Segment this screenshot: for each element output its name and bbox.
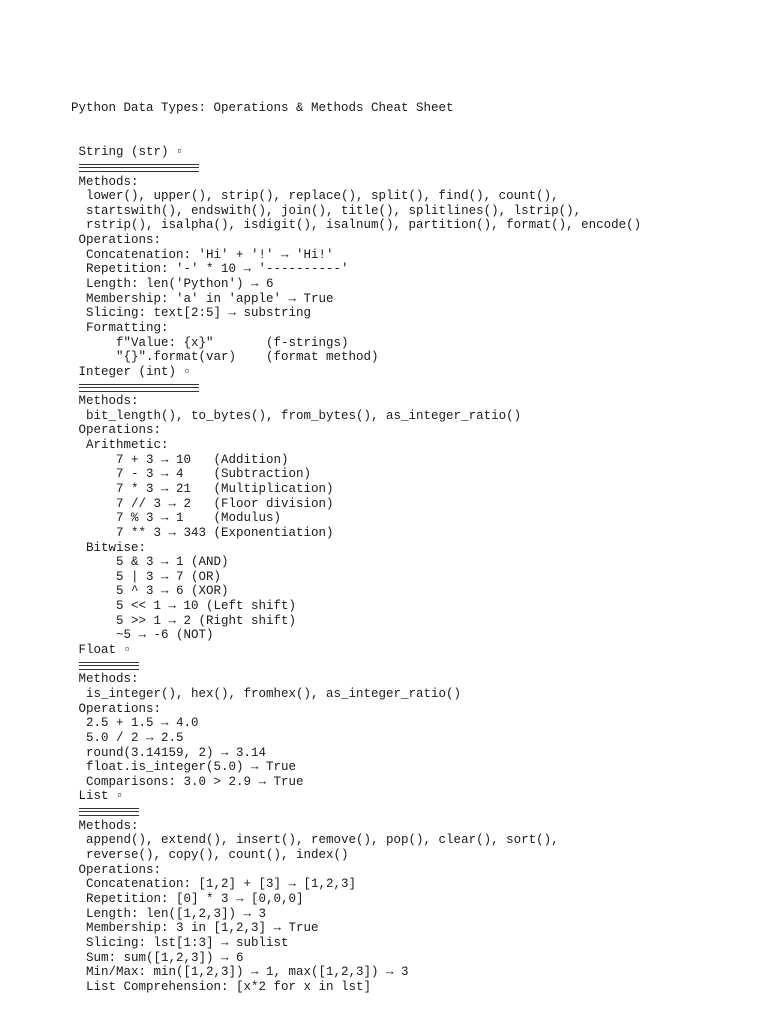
document-title: Python Data Types: Operations & Methods Cheat Sheet	[71, 101, 454, 116]
document-line: Slicing: lst[1:3] → sublist	[71, 935, 289, 950]
document-line: Methods:	[71, 174, 139, 189]
document-line: Integer (int) ▫	[71, 364, 192, 379]
section-underline-rule	[71, 658, 768, 673]
document-line: Methods:	[71, 394, 139, 409]
document-line: Operations:	[71, 423, 162, 438]
document-line: 7 + 3 → 10 (Addition)	[71, 452, 289, 467]
document-line: Min/Max: min([1,2,3]) → 1, max([1,2,3]) → 3	[71, 965, 409, 980]
document-line: 5 ^ 3 → 6 (XOR)	[71, 584, 229, 599]
document-line: 5 >> 1 → 2 (Right shift)	[71, 613, 297, 628]
document-line: Operations:	[71, 233, 162, 248]
document-line: Bitwise:	[71, 540, 147, 555]
document-line: Operations:	[71, 701, 162, 716]
document-line: lower(), upper(), strip(), replace(), split(), find(), count(),	[71, 189, 559, 204]
document-line: ~5 → -6 (NOT)	[71, 628, 214, 643]
document-line: List ▫	[71, 789, 124, 804]
document-line: 5 << 1 → 10 (Left shift)	[71, 599, 297, 614]
document-line: float.is_integer(5.0) → True	[71, 760, 297, 775]
document-line: Operations:	[71, 862, 162, 877]
document-line: 7 * 3 → 21 (Multiplication)	[71, 482, 334, 496]
document-line: Sum: sum([1,2,3]) → 6	[71, 950, 244, 965]
document-line: reverse(), copy(), count(), index()	[71, 848, 349, 863]
document-line: Length: len('Python') → 6	[71, 277, 274, 292]
document-line: Comparisons: 3.0 > 2.9 → True	[71, 774, 304, 789]
document-line: Membership: 'a' in 'apple' → True	[71, 291, 334, 306]
document-line: 7 - 3 → 4 (Subtraction)	[71, 467, 312, 482]
document-line: "{}".format(var) (format method)	[71, 350, 379, 365]
document-line: Float ▫	[71, 643, 132, 658]
cheat-sheet-document	[71, 72, 768, 1009]
section-underline-rule	[71, 380, 768, 395]
document-line: Concatenation: 'Hi' + '!' → 'Hi!'	[71, 247, 334, 262]
document-line: startswith(), endswith(), join(), title(), splitlines(), lstrip(),	[71, 203, 582, 218]
document-line: Arithmetic:	[71, 438, 169, 453]
document-line: Concatenation: [1,2] + [3] → [1,2,3]	[71, 877, 357, 892]
document-line: 2.5 + 1.5 → 4.0	[71, 716, 199, 731]
document-line: Length: len([1,2,3]) → 3	[71, 906, 267, 921]
document-body	[71, 145, 768, 994]
document-line: Methods:	[71, 672, 139, 687]
document-line: 5.0 / 2 → 2.5	[71, 730, 184, 745]
document-line: Methods:	[71, 818, 139, 833]
document-line: rstrip(), isalpha(), isdigit(), isalnum(), partition(), format(), encode()	[71, 218, 642, 233]
document-line: is_integer(), hex(), fromhex(), as_integer_ratio()	[71, 686, 462, 701]
section-underline-rule	[71, 160, 768, 175]
document-line: 7 ** 3 → 343 (Exponentiation)	[71, 525, 334, 540]
document-line: Repetition: [0] * 3 → [0,0,0]	[71, 891, 304, 906]
document-line: 7 // 3 → 2 (Floor division)	[71, 496, 334, 511]
document-line: Repetition: '-' * 10 → '----------'	[71, 262, 349, 277]
document-line: f"Value: {x}" (f-strings)	[71, 335, 349, 350]
document-line: bit_length(), to_bytes(), from_bytes(), as_integer_ratio()	[71, 408, 522, 423]
document-line: List Comprehension: [x*2 for x in lst]	[71, 979, 372, 994]
document-line: Formatting:	[71, 320, 169, 335]
document-line: 5 | 3 → 7 (OR)	[71, 569, 222, 584]
document-line: round(3.14159, 2) → 3.14	[71, 745, 267, 760]
document-line: 7 % 3 → 1 (Modulus)	[71, 511, 282, 526]
document-line: 5 & 3 → 1 (AND)	[71, 555, 229, 570]
document-line: String (str) ▫	[71, 145, 184, 160]
section-underline-rule	[71, 804, 768, 819]
document-line: Slicing: text[2:5] → substring	[71, 306, 312, 321]
document-line: Membership: 3 in [1,2,3] → True	[71, 921, 319, 936]
document-line: append(), extend(), insert(), remove(), pop(), clear(), sort(),	[71, 833, 559, 848]
